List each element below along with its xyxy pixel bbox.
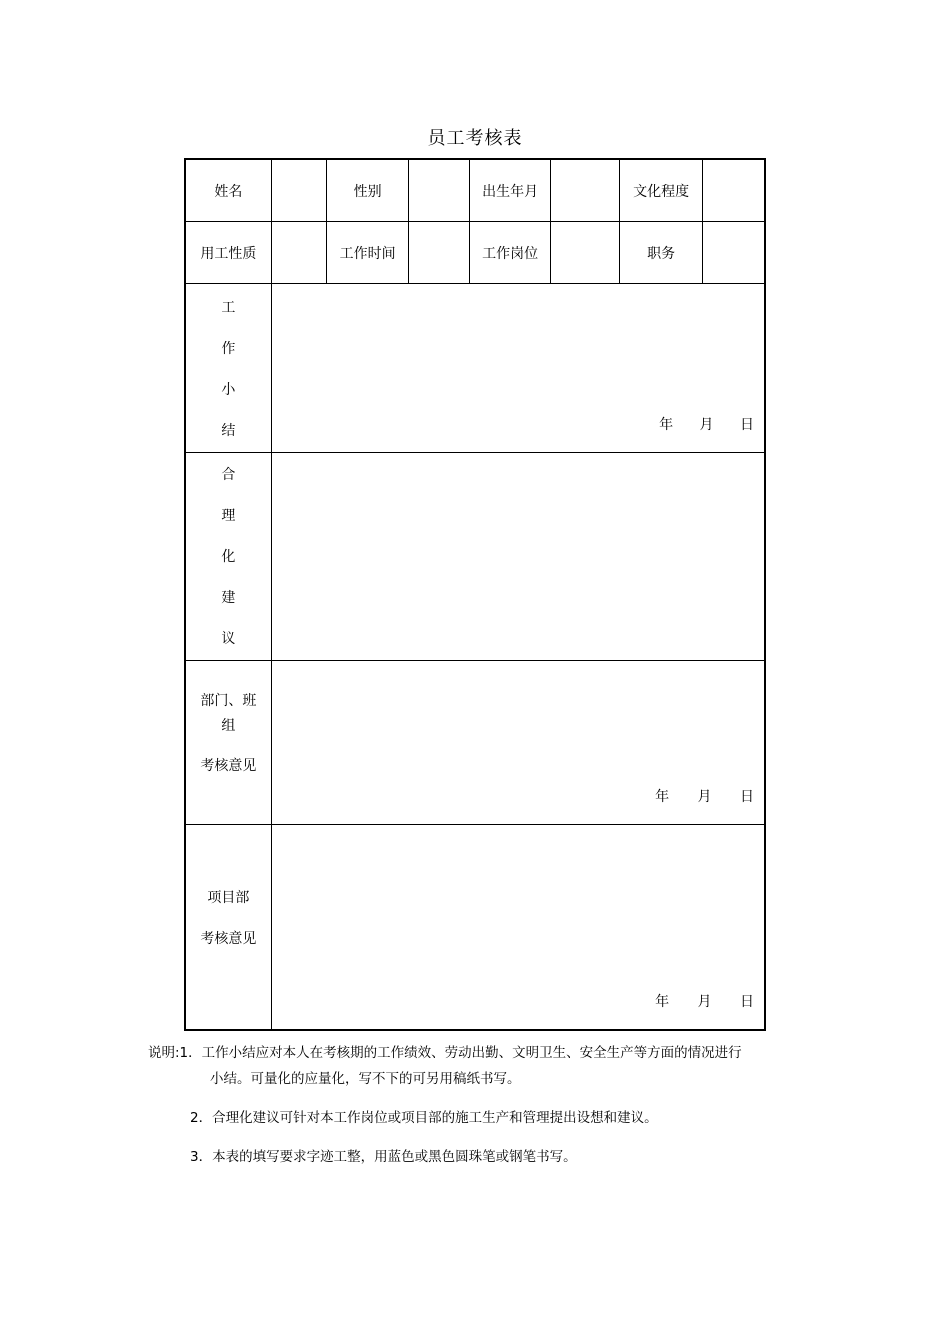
project-opinion-label (185, 825, 271, 1031)
work-summary-char: 小 (221, 382, 236, 398)
suggestions-char: 议 (221, 631, 236, 647)
job-title-label: 职务 (619, 222, 702, 284)
project-opinion-field[interactable] (271, 825, 765, 1031)
education-label: 文化程度 (619, 159, 702, 222)
dept-opinion-row (185, 661, 765, 825)
work-summary-char: 工 (221, 300, 236, 316)
project-opinion-row (185, 825, 765, 1031)
gender-field[interactable] (409, 159, 470, 222)
project-opinion-label-line: 考核意见 (200, 931, 257, 947)
suggestions-char: 合 (221, 467, 236, 483)
dept-opinion-label-line: 组 (221, 718, 236, 734)
work-summary-row (185, 284, 765, 453)
dept-opinion-label-line: 部门、班 (200, 693, 257, 709)
basic-info-row-1 (185, 159, 765, 222)
name-field[interactable] (271, 159, 326, 222)
instruction-2: 2．合理化建议可针对本工作岗位或项目部的施工生产和管理提出设想和建议。 (190, 1110, 658, 1126)
job-title-field[interactable] (703, 222, 765, 284)
education-field[interactable] (703, 159, 765, 222)
birth-field[interactable] (550, 159, 619, 222)
suggestions-row (185, 453, 765, 661)
basic-info-row-2 (185, 222, 765, 284)
dept-opinion-field[interactable] (271, 661, 765, 825)
project-opinion-date: 年 月 日 (655, 994, 754, 1010)
instruction-1-continued: 小结。可量化的应量化，写不下的可另用稿纸书写。 (210, 1071, 521, 1087)
instruction-1: 说明:1．工作小结应对本人在考核期的工作绩效、劳动出勤、文明卫生、安全生产等方面的情况进行 (148, 1045, 742, 1061)
employment-type-field[interactable] (271, 222, 326, 284)
birth-label: 出生年月 (470, 159, 550, 222)
work-summary-date: 年 月 日 (659, 417, 754, 433)
gender-label: 性别 (326, 159, 408, 222)
work-summary-char: 作 (221, 341, 236, 357)
work-summary-field[interactable] (271, 284, 765, 453)
instruction-3: 3．本表的填写要求字迹工整，用蓝色或黑色圆珠笔或钢笔书写。 (190, 1149, 577, 1165)
suggestions-field[interactable] (271, 453, 765, 661)
page-title: 员工考核表 (427, 128, 523, 149)
assessment-form (184, 158, 766, 1031)
suggestions-char: 化 (221, 549, 236, 565)
position-field[interactable] (550, 222, 619, 284)
suggestions-label (185, 453, 271, 661)
work-time-label: 工作时间 (326, 222, 408, 284)
dept-opinion-date: 年 月 日 (655, 789, 754, 805)
work-summary-label (185, 284, 271, 453)
employment-type-label: 用工性质 (185, 222, 271, 284)
instructions (148, 1040, 828, 1170)
suggestions-char: 理 (221, 508, 236, 524)
suggestions-char: 建 (221, 590, 236, 606)
position-label: 工作岗位 (470, 222, 550, 284)
work-summary-char: 结 (221, 423, 236, 439)
project-opinion-label-line: 项目部 (207, 890, 250, 906)
dept-opinion-label (185, 661, 271, 825)
dept-opinion-label-line: 考核意见 (200, 758, 257, 774)
work-time-field[interactable] (409, 222, 470, 284)
name-label: 姓名 (185, 159, 271, 222)
